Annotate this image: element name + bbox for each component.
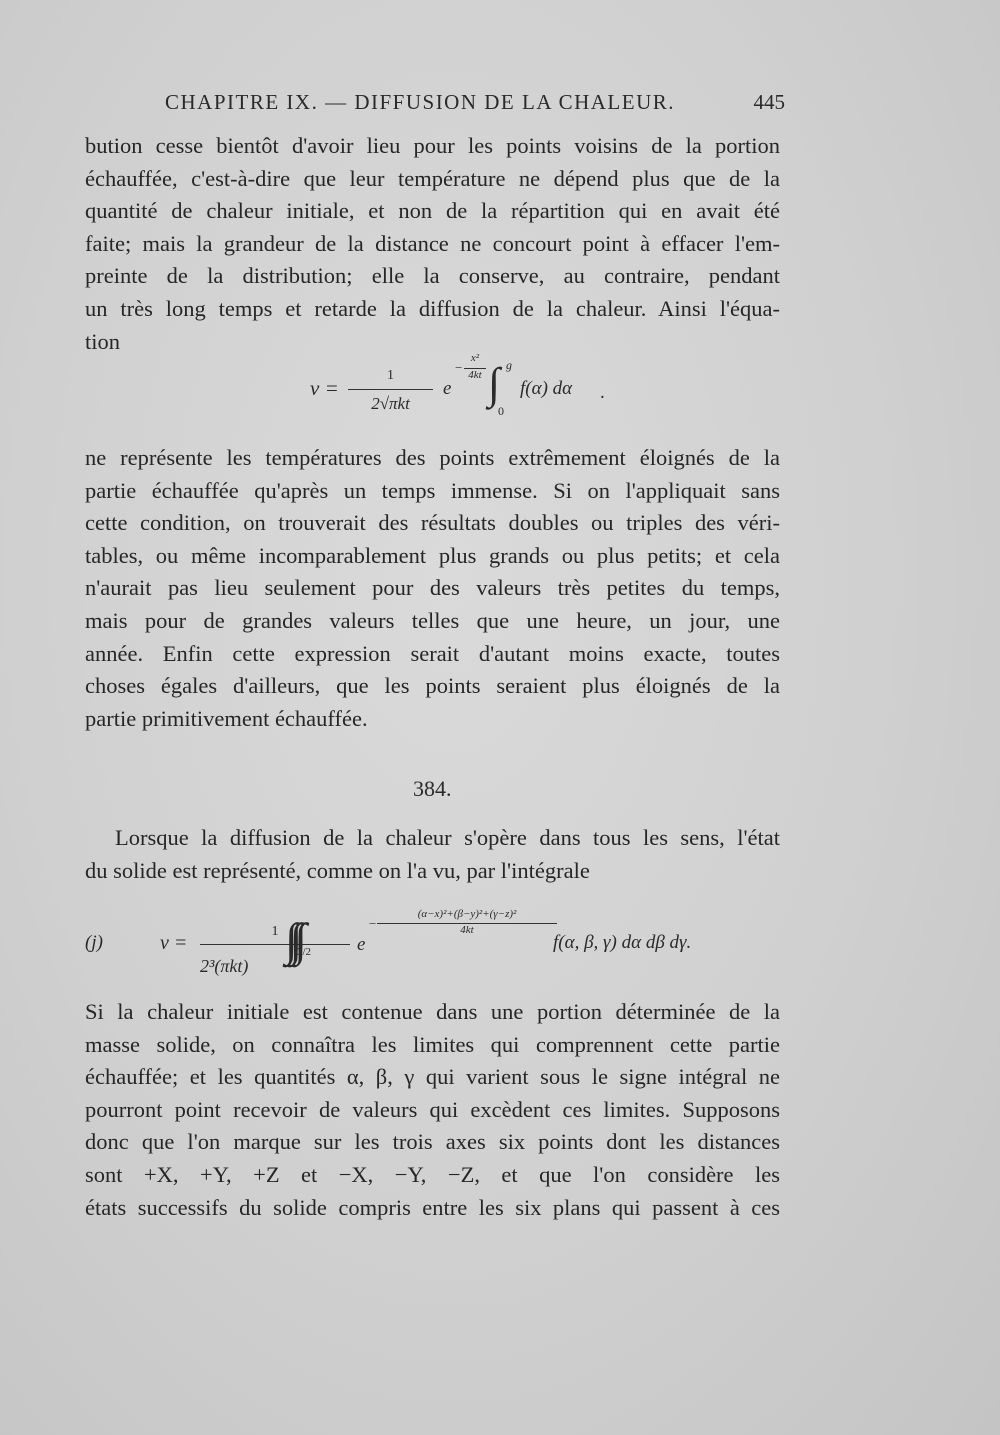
eq2-exp-denominator: 4kt: [460, 924, 474, 936]
running-header: [165, 90, 785, 115]
text-line: année. Enfin cette expression serait d'autant moins exacte, toutes: [85, 640, 780, 666]
eq1-lower-limit: 0: [498, 404, 504, 418]
paragraph-4: [85, 996, 780, 1224]
text-line: sont +X, +Y, +Z et −X, −Y, −Z, et que l'on considère les: [85, 1161, 780, 1187]
text-line: n'aurait pas lieu seulement pour des valeurs très petites du temps,: [85, 575, 780, 601]
eq1-fraction-bar: [348, 389, 433, 390]
eq2-integrand: f(α, β, γ) dα dβ dγ.: [553, 932, 692, 953]
text-line: tion: [85, 328, 121, 354]
text-line: Lorsque la diffusion de la chaleur s'opère dans tous les sens, l'état: [115, 825, 780, 850]
equation-1: [310, 352, 630, 428]
text-line: quantité de chaleur initiale, et non de la répartition qui en avait été: [85, 198, 780, 224]
text-line: échauffée; et les quantités α, β, γ qui varient sous le signe intégral ne: [85, 1064, 780, 1090]
text-line: donc que l'on marque sur les trois axes six points dont les distances: [85, 1129, 780, 1155]
eq2-lhs: v =: [160, 932, 188, 954]
eq1-numerator: 1: [387, 368, 394, 383]
page-number: 445: [753, 90, 785, 114]
text-line: pourront point recevoir de valeurs qui excèdent ces limites. Supposons: [85, 1096, 780, 1122]
eq1-denominator: 2√πkt: [371, 394, 410, 413]
text-line: cette condition, on trouverait des résultats doubles ou triples des véri-: [85, 510, 780, 536]
paragraph-3: [85, 822, 780, 887]
eq2-label: (j): [85, 932, 103, 953]
text-line: bution cesse bientôt d'avoir lieu pour les points voisins de la portion: [85, 133, 780, 158]
text-line: échauffée, c'est-à-dire que leur température ne dépend plus que de la: [85, 165, 780, 191]
eq1-exp-denominator: 4kt: [468, 369, 482, 381]
text-line: faite; mais la grandeur de la distance ne concourt point à effacer l'em-: [85, 230, 780, 256]
equation-2: [85, 908, 765, 988]
eq1-lhs: v =: [310, 376, 339, 400]
eq1-upper-limit: g: [506, 358, 512, 372]
text-line: un très long temps et retarde la diffusion de la chaleur. Ainsi l'équa-: [85, 295, 780, 321]
eq1-period: .: [600, 382, 605, 403]
paragraph-1: [85, 130, 780, 358]
text-line: tables, ou même incomparablement plus grands ou plus petits; et cela: [85, 542, 780, 568]
eq2-exp-minus: −: [369, 916, 377, 931]
eq2-denominator: 2³(πkt): [200, 956, 249, 976]
text-line: ne représente les températures des points extrêmement éloignés de la: [85, 445, 780, 470]
eq2-exp-base: e: [357, 934, 366, 955]
eq2-numerator: 1: [271, 924, 279, 939]
text-line: du solide est représenté, comme on l'a vu, par l'intégrale: [85, 857, 590, 883]
integral-sign: ∫: [488, 359, 501, 408]
text-line: partie primitivement échauffée.: [85, 705, 368, 731]
eq2-fraction-bar: [200, 944, 350, 945]
eq2-denominator-exponent: 3/2: [297, 946, 312, 958]
text-line: Si la chaleur initiale est contenue dans une portion déterminée de la: [85, 999, 780, 1024]
running-title: CHAPITRE IX. — DIFFUSION DE LA CHALEUR.: [165, 90, 676, 114]
triple-integral-sign: ∫∫∫: [285, 914, 299, 965]
text-line: choses égales d'ailleurs, que les points seraient plus éloignés de la: [85, 673, 780, 699]
paragraph-2: [85, 442, 780, 735]
eq2-exp-numerator: (α−x)²+(β−y)²+(γ−z)²: [417, 908, 517, 920]
eq1-integrand: f(α) dα: [520, 378, 573, 399]
section-number: 384.: [413, 776, 452, 801]
text-line: partie échauffée qu'après un temps immense. Si on l'appliquait sans: [85, 477, 780, 503]
text-line: mais pour de grandes valeurs telles que une heure, un jour, une: [85, 607, 780, 633]
eq1-exp-numerator: x²: [470, 352, 480, 364]
eq1-exp-base: e: [443, 378, 452, 399]
text-line: états successifs du solide compris entre les six plans qui passent à ces: [85, 1194, 780, 1220]
text-line: masse solide, on connaîtra les limites qui comprennent cette partie: [85, 1031, 780, 1057]
text-line: preinte de la distribution; elle la conserve, au contraire, pendant: [85, 263, 780, 289]
eq1-exp-minus: −: [455, 360, 463, 375]
